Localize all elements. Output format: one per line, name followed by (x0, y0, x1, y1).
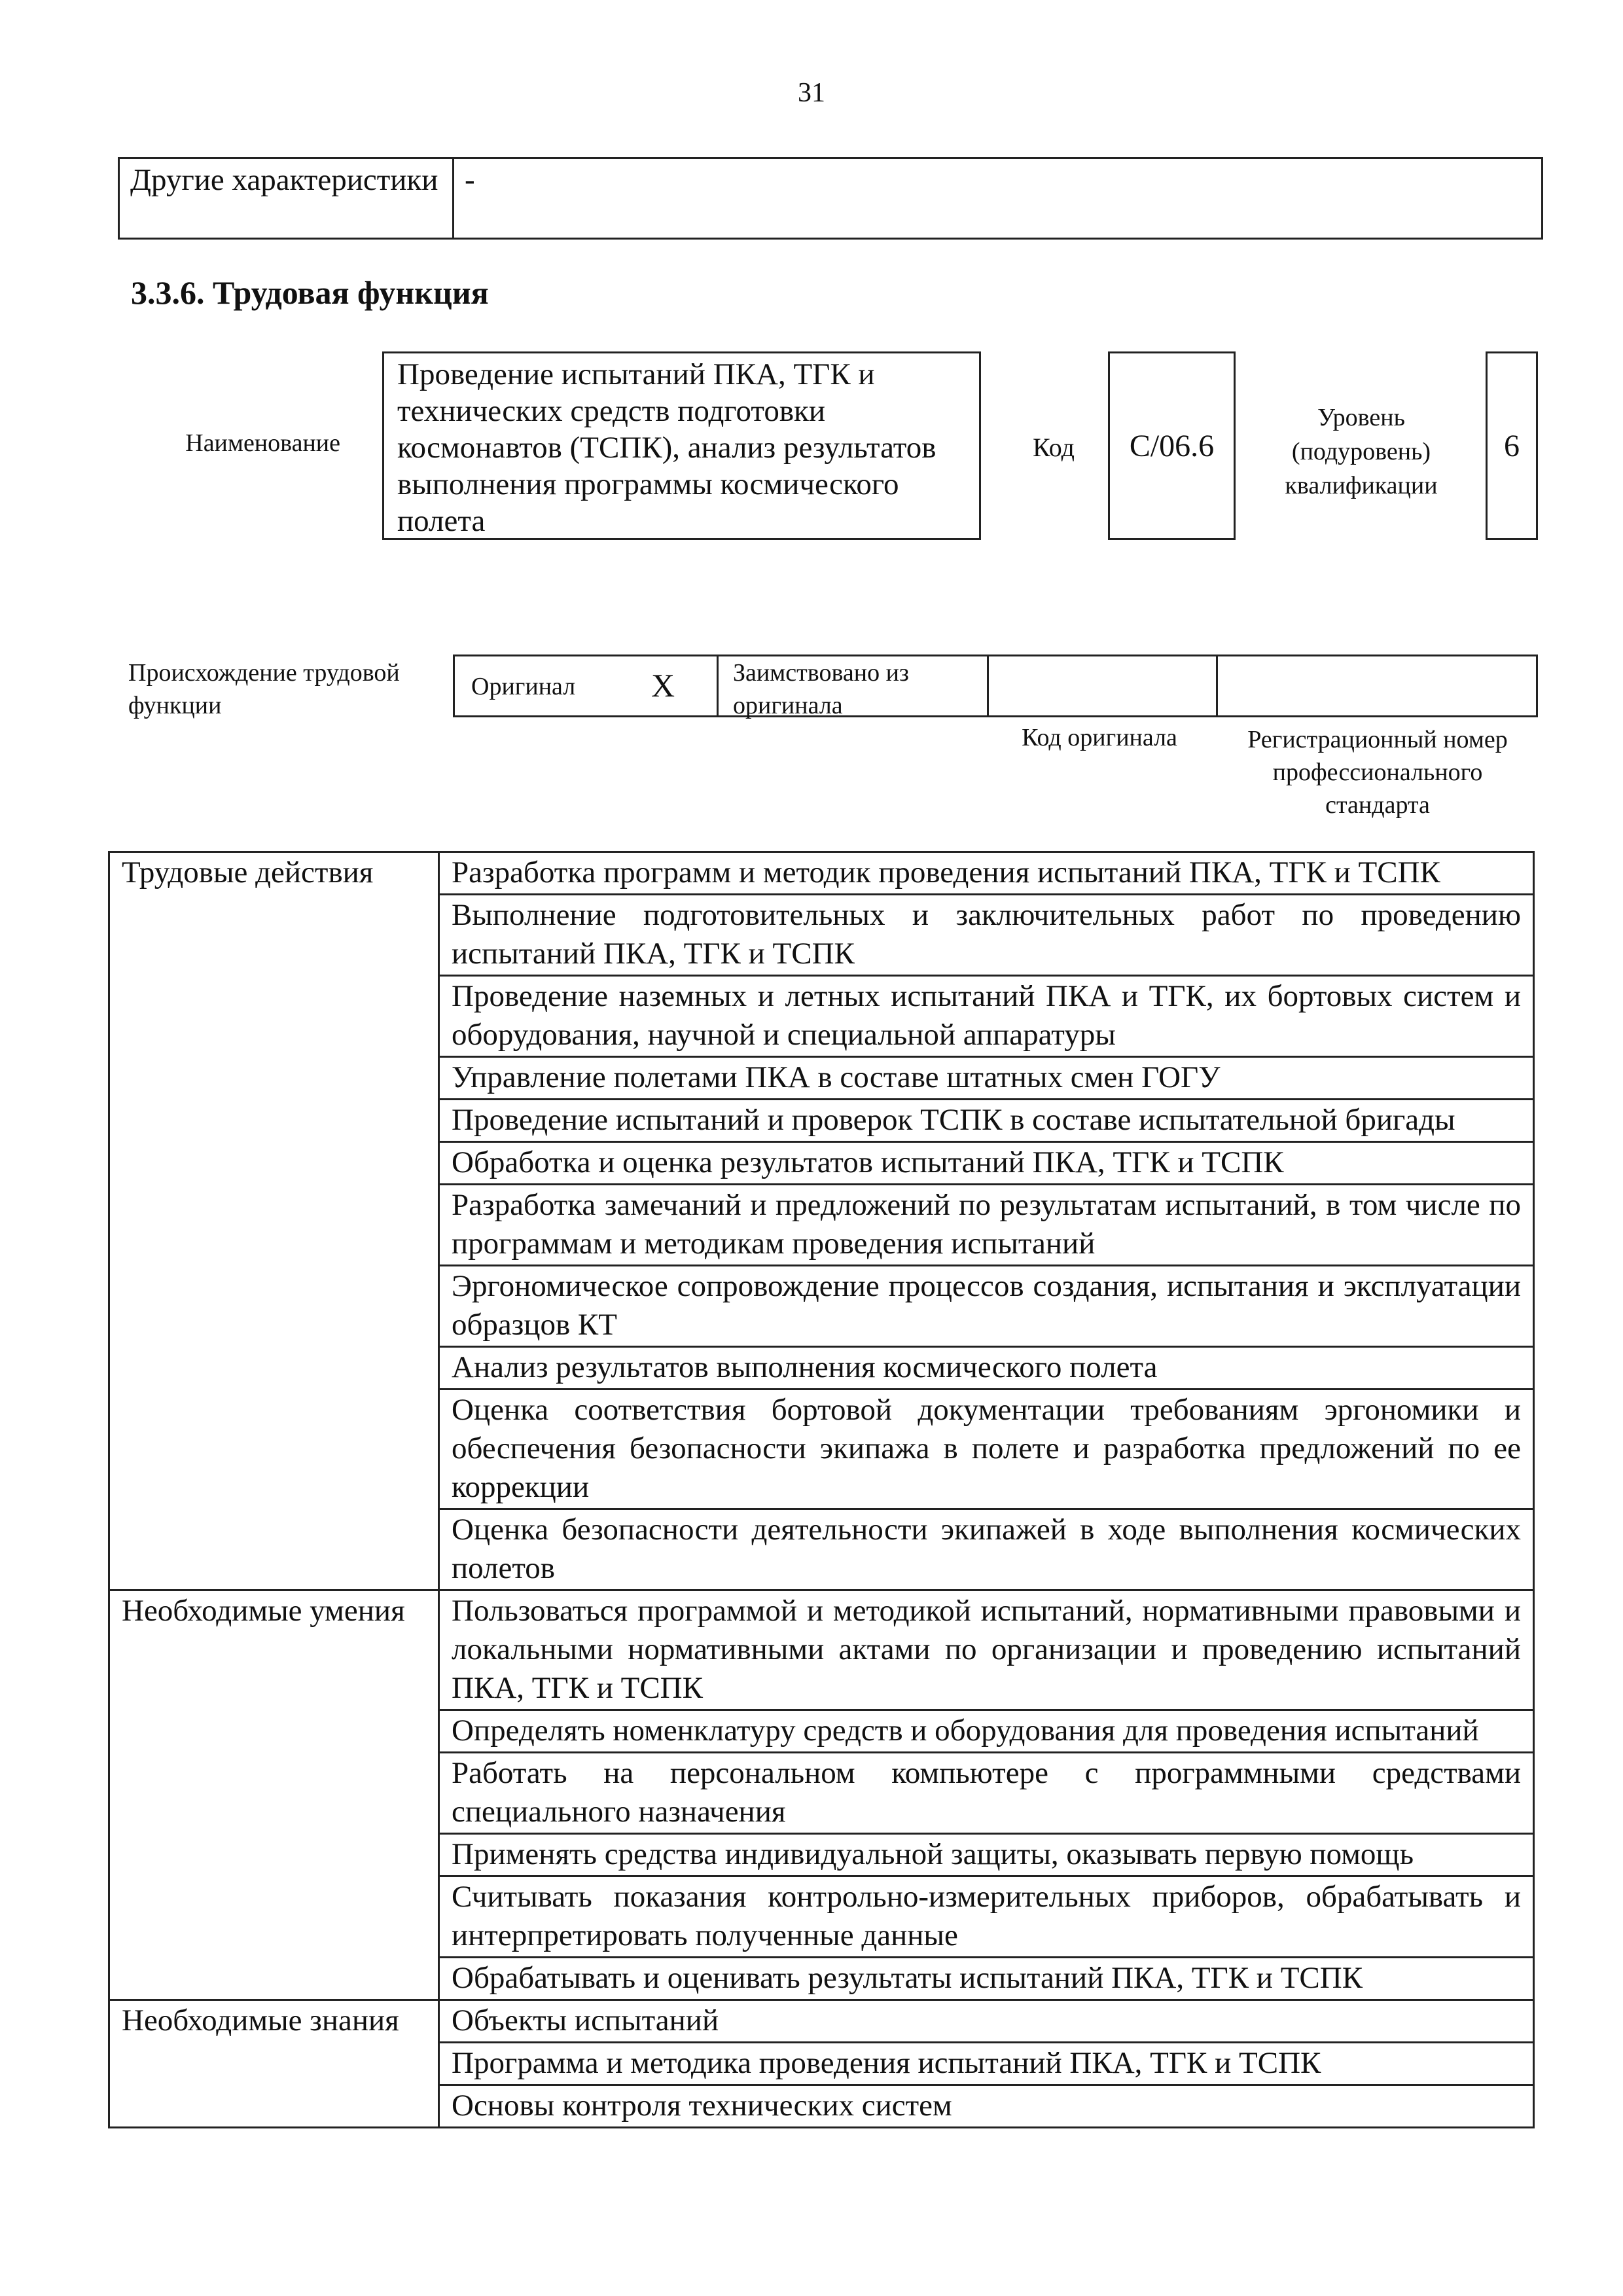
section-item: Считывать показания контрольно-измерительных приборов, обрабатывать и интерпретировать полученные данные (439, 1876, 1534, 1958)
qualification-level-box: 6 (1486, 351, 1538, 540)
section-item: Оценка безопасности деятельности экипажей в ходе выполнения космических полетов (439, 1509, 1534, 1590)
section-item: Работать на персональном компьютере с программными средствами специального назначения (439, 1753, 1534, 1834)
origin-borrowed-line: оригинала (733, 692, 843, 719)
other-characteristics-label: Другие характеристики (119, 158, 454, 239)
origin-original-label: Оригинал (471, 673, 576, 700)
section-category: Необходимые знания (109, 2000, 439, 2128)
other-characteristics-table (118, 157, 1543, 240)
origin-reg-caption-line: стандарта (1325, 791, 1430, 819)
section-item: Разработка программ и методик проведения испытаний ПКА, ТГК и ТСПК (439, 852, 1534, 895)
origin-registration-caption (1217, 723, 1538, 821)
level-label-line: квалификации (1285, 472, 1438, 499)
origin-label (128, 656, 442, 722)
section-item: Проведение испытаний и проверок ТСПК в составе испытательной бригады (439, 1100, 1534, 1142)
level-label-line: Уровень (1317, 404, 1405, 431)
table-row (109, 1590, 1534, 1710)
page-number: 31 (798, 78, 825, 108)
origin-original-mark: Х (651, 667, 675, 704)
section-category: Необходимые умения (109, 1590, 439, 2000)
section-item: Программа и методика проведения испытаний ПКА, ТГК и ТСПК (439, 2043, 1534, 2085)
origin-borrowed-line: Заимствовано из (733, 659, 909, 687)
section-item: Анализ результатов выполнения космического полета (439, 1347, 1534, 1390)
section-item: Разработка замечаний и предложений по результатам испытаний, в том числе по программам и методикам проведения испытаний (439, 1185, 1534, 1266)
section-item: Оценка соответствия бортовой документации требованиям эргономики и обеспечения безопасности экипажа в полете и разработка предложений по ее коррекции (439, 1390, 1534, 1509)
section-item: Пользоваться программой и методикой испытаний, нормативными правовыми и локальными нормативными актами по организации и проведению испытаний ПКА, ТГК и ТСПК (439, 1590, 1534, 1710)
section-item: Объекты испытаний (439, 2000, 1534, 2043)
table-row (109, 852, 1534, 895)
other-characteristics-value: - (454, 158, 1543, 239)
labor-function-table-body (109, 852, 1534, 2128)
origin-divider (987, 655, 989, 717)
origin-divider (1216, 655, 1218, 717)
origin-code-caption: Код оригинала (1022, 724, 1177, 751)
section-item: Основы контроля технических систем (439, 2085, 1534, 2128)
origin-label-line: функции (128, 692, 222, 719)
origin-reg-caption-line: профессионального (1272, 759, 1483, 786)
section-item: Применять средства индивидуальной защиты, оказывать первую помощь (439, 1834, 1534, 1876)
section-item: Определять номенклатуру средств и оборудования для проведения испытаний (439, 1710, 1534, 1753)
origin-divider (717, 655, 719, 717)
section-title: 3.3.6. Трудовая функция (131, 274, 489, 311)
function-name-box: Проведение испытаний ПКА, ТГК и технических средств подготовки космонавтов (ТСПК), анализ результатов выполнения программы космического полета (382, 351, 981, 540)
table-row (109, 2000, 1534, 2043)
section-item: Обрабатывать и оценивать результаты испытаний ПКА, ТГК и ТСПК (439, 1958, 1534, 2000)
origin-box (453, 655, 1538, 717)
section-item: Обработка и оценка результатов испытаний ПКА, ТГК и ТСПК (439, 1142, 1534, 1185)
origin-label-line: Происхождение трудовой (128, 659, 400, 687)
level-label-line: (подуровень) (1291, 438, 1431, 465)
section-item: Эргономическое сопровождение процессов создания, испытания и эксплуатации образцов КТ (439, 1266, 1534, 1347)
code-value-box: С/06.6 (1108, 351, 1236, 540)
section-item: Управление полетами ПКА в составе штатных смен ГОГУ (439, 1057, 1534, 1100)
origin-borrowed-label (733, 656, 909, 722)
code-label: Код (1033, 433, 1075, 462)
qualification-level-label (1247, 401, 1476, 503)
section-item: Проведение наземных и летных испытаний ПКА и ТГК, их бортовых систем и оборудования, научной и специальной аппаратуры (439, 976, 1534, 1057)
origin-reg-caption-line: Регистрационный номер (1247, 726, 1508, 753)
section-item: Выполнение подготовительных и заключительных работ по проведению испытаний ПКА, ТГК и ТСПК (439, 895, 1534, 976)
name-label: Наименование (185, 429, 340, 457)
section-category: Трудовые действия (109, 852, 439, 1590)
labor-function-table (108, 851, 1535, 2128)
